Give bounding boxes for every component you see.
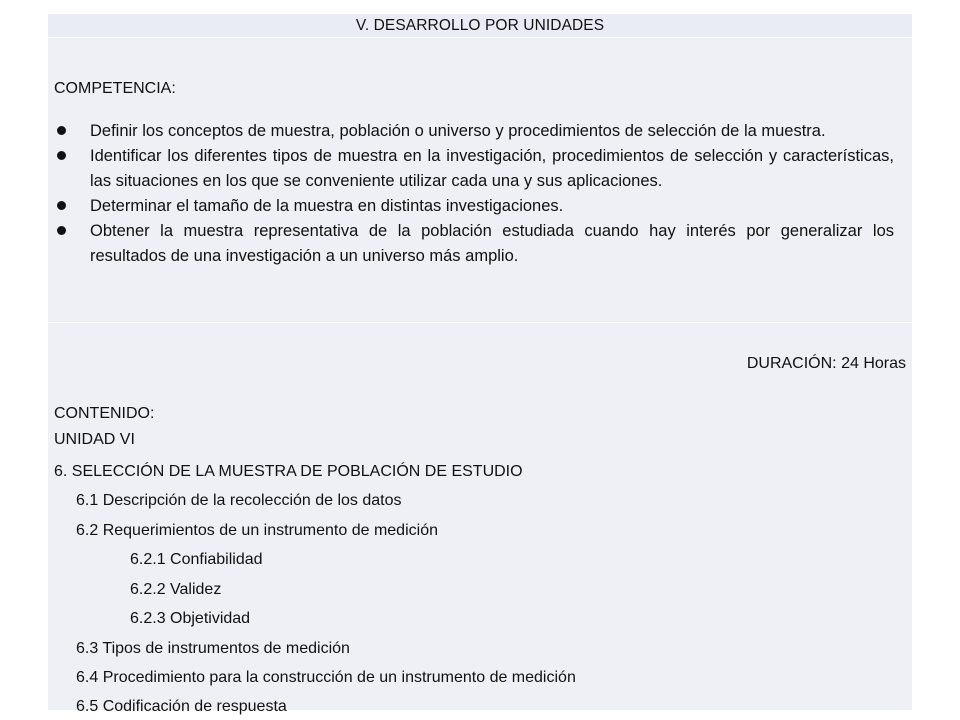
bullet-icon bbox=[57, 201, 66, 210]
list-item-text: Determinar el tamaño de la muestra en distintas investigaciones. bbox=[90, 197, 564, 215]
list-item-text: Obtener la muestra representativa de la población estudiada cuando hay interés por generalizar los resultados de una investigación a un universo más amplio. bbox=[90, 222, 894, 265]
units-table bbox=[48, 14, 912, 715]
subtopic-item: 6.5 Codificación de respuesta bbox=[76, 698, 287, 715]
bullet-icon bbox=[57, 226, 66, 235]
subtopic-item: 6.2.1 Confiabilidad bbox=[130, 551, 263, 568]
list-item-text: Definir los conceptos de muestra, población o universo y procedimientos de selección de la muestra. bbox=[90, 122, 826, 140]
section-title: V. DESARROLLO POR UNIDADES bbox=[355, 17, 605, 34]
duration-label: DURACIÓN: 24 Horas bbox=[746, 355, 906, 372]
competencia-label: COMPETENCIA: bbox=[54, 80, 176, 97]
subtopic-item: 6.1 Descripción de la recolección de los datos bbox=[76, 492, 402, 509]
competencia-list bbox=[54, 119, 894, 269]
subtopic-item: 6.4 Procedimiento para la construcción de un instrumento de medición bbox=[76, 669, 576, 686]
list-item bbox=[54, 194, 894, 219]
list-item bbox=[54, 144, 894, 194]
table-header-row bbox=[48, 14, 912, 38]
competencia-row bbox=[48, 39, 912, 323]
contenido-row bbox=[48, 324, 912, 715]
bullet-icon bbox=[57, 126, 66, 135]
list-item-text: Identificar los diferentes tipos de muestra en la investigación, procedimientos de selección y características, las situaciones en los que se conveniente utilizar cada una y sus aplicaciones. bbox=[90, 147, 894, 190]
bullet-icon bbox=[57, 151, 66, 160]
topic-heading: 6. SELECCIÓN DE LA MUESTRA DE POBLACIÓN DE ESTUDIO bbox=[54, 463, 523, 480]
subtopic-item: 6.2 Requerimientos de un instrumento de medición bbox=[76, 522, 438, 539]
contenido-label: CONTENIDO: bbox=[54, 405, 155, 422]
subtopic-item: 6.2.3 Objetividad bbox=[130, 610, 251, 627]
unit-label: UNIDAD VI bbox=[54, 431, 135, 448]
list-item bbox=[54, 119, 894, 144]
subtopic-item: 6.3 Tipos de instrumentos de medición bbox=[76, 640, 350, 657]
list-item bbox=[54, 219, 894, 269]
subtopic-item: 6.2.2 Validez bbox=[130, 581, 222, 598]
